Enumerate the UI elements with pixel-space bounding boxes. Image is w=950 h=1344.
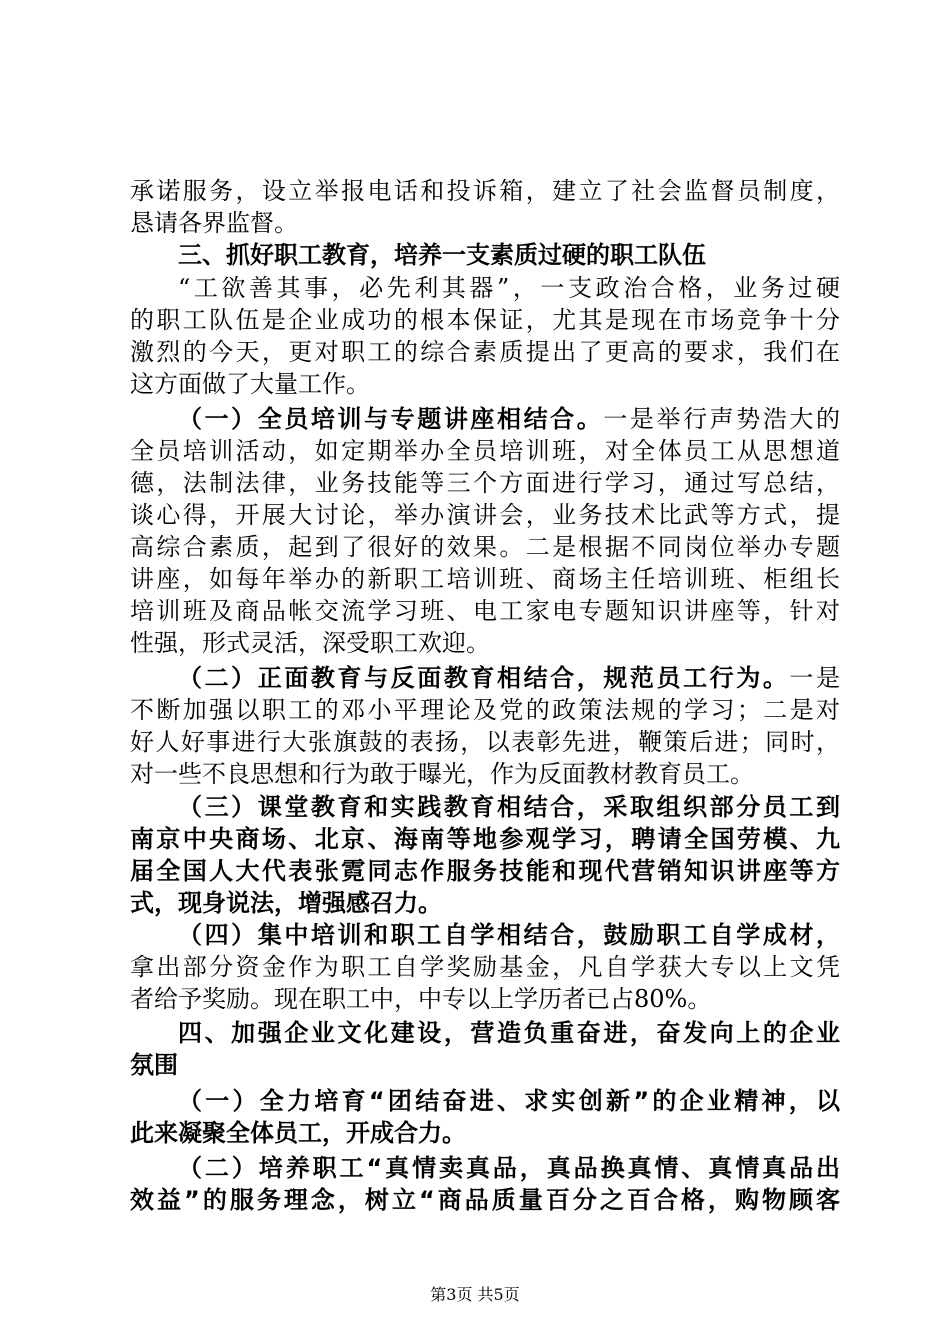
line-heading: （二）正面教育与反面教育相结合，规范员工行为。 — [178, 664, 790, 692]
line-text: 一是 — [789, 664, 840, 692]
text-line — [130, 435, 840, 467]
line-text: （一）全力培育“团结奋进、求实创新”的企业精神，以 — [178, 1087, 840, 1115]
line-text: 全员培训活动，如定期举办全员培训班，对全体员工从思想道 — [130, 437, 840, 465]
text-line — [130, 726, 840, 758]
text-line — [178, 1017, 840, 1049]
text-line — [130, 627, 840, 659]
line-text: 届全国人大代表张霓同志作服务技能和现代营销知识讲座等方 — [130, 857, 840, 885]
text-line — [130, 694, 840, 726]
text-line — [130, 304, 840, 336]
text-line — [178, 919, 840, 951]
line-text: 承诺服务，设立举报电话和投诉箱，建立了社会监督员制度， — [130, 177, 840, 205]
line-text: 德，法制法律，业务技能等三个方面进行学习，通过写总结， — [130, 469, 840, 497]
text-line — [130, 1049, 840, 1081]
line-text: 恳请各界监督。 — [130, 209, 298, 237]
page-footer: 第3页 共5页 — [430, 1285, 520, 1304]
line-text: 好人好事进行大张旗鼓的表扬，以表彰先进，鞭策后进；同时， — [130, 728, 840, 756]
text-line — [130, 758, 840, 790]
text-line — [178, 1085, 840, 1117]
text-line — [130, 336, 840, 368]
text-line — [130, 887, 840, 919]
line-text: 效益”的服务理念，树立“商品质量百分之百合格，购物顾客 — [130, 1186, 840, 1214]
line-text: “工欲善其事，必先利其器”，一支政治合格，业务过硬 — [178, 274, 840, 302]
line-text: 激烈的今天，更对职工的综合素质提出了更高的要求，我们在 — [130, 338, 840, 366]
line-text: 高综合素质，起到了很好的效果。二是根据不同岗位举办专题 — [130, 533, 840, 561]
line-text: 培训班及商品帐交流学习班、电工家电专题知识讲座等，针对 — [130, 597, 840, 625]
text-line — [130, 531, 840, 563]
text-line — [130, 595, 840, 627]
text-line — [130, 951, 840, 983]
line-text: 此来凝聚全体员工，开成合力。 — [130, 1119, 466, 1147]
line-text: 拿出部分资金作为职工自学奖励基金，凡自学获大专以上文凭 — [130, 953, 840, 981]
line-text: 谈心得，开展大讨论，举办演讲会，业务技术比武等方式，提 — [130, 501, 840, 529]
text-line — [130, 499, 840, 531]
line-text: 性强，形式灵活，深受职工欢迎。 — [130, 629, 490, 657]
text-line — [178, 239, 840, 271]
text-line — [130, 1184, 840, 1216]
line-text: 四、加强企业文化建设，营造负重奋进，奋发向上的企业 — [178, 1019, 840, 1047]
line-text: （三）课堂教育和实践教育相结合，采取组织部分员工到 — [178, 793, 840, 821]
line-text: 氛围 — [130, 1051, 178, 1079]
line-text: （二）培养职工“真情卖真品，真品换真情、真情真品出 — [178, 1154, 840, 1182]
text-line — [130, 207, 840, 239]
text-line — [130, 983, 840, 1015]
text-line — [130, 175, 840, 207]
line-text: 式，现身说法，增强感召力。 — [130, 889, 442, 917]
text-line — [130, 823, 840, 855]
text-line — [178, 403, 840, 435]
text-line — [130, 368, 840, 400]
line-text: 者给予奖励。现在职工中，中专以上学历者已占80%。 — [130, 985, 712, 1013]
text-line — [130, 467, 840, 499]
line-text: 对一些不良思想和行为敢于曝光，作为反面教材教育员工。 — [130, 760, 754, 788]
text-line — [130, 855, 840, 887]
text-line — [178, 791, 840, 823]
line-heading: （四）集中培训和职工自学相结合，鼓励职工自学成材， — [178, 921, 840, 949]
line-text: 南京中央商场、北京、海南等地参观学习，聘请全国劳模、九 — [130, 825, 840, 853]
text-line — [130, 563, 840, 595]
line-text: 三、抓好职工教育，培养一支素质过硬的职工队伍 — [178, 241, 706, 269]
line-text: 这方面做了大量工作。 — [130, 370, 370, 398]
text-line — [178, 662, 840, 694]
text-line — [178, 272, 840, 304]
text-line — [130, 1117, 840, 1149]
line-text: 不断加强以职工的邓小平理论及党的政策法规的学习；二是对 — [130, 696, 840, 724]
line-heading: （一）全员培训与专题讲座相结合。 — [178, 405, 604, 433]
line-text: 一是举行声势浩大的 — [603, 405, 840, 433]
line-text: 讲座，如每年举办的新职工培训班、商场主任培训班、柜组长 — [130, 565, 840, 593]
text-line — [178, 1152, 840, 1184]
line-text: 的职工队伍是企业成功的根本保证，尤其是现在市场竞争十分 — [130, 306, 840, 334]
